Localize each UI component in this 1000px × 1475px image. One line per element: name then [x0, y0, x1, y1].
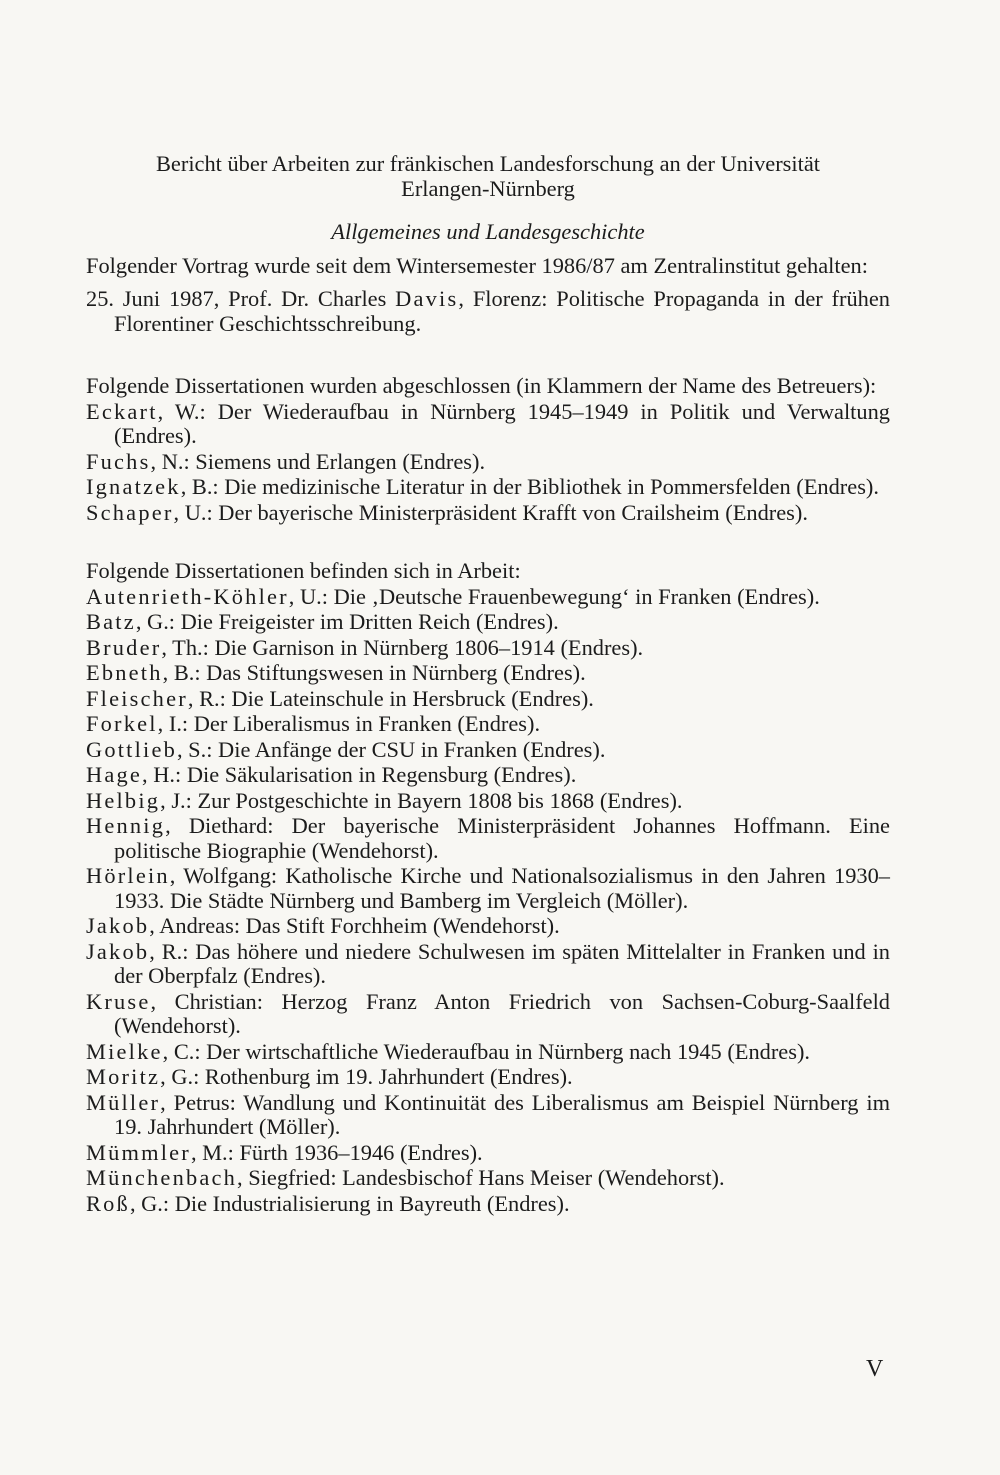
list-item [86, 738, 890, 763]
entry-text: , W.: Der Wiederaufbau in Nürnberg 1945–1949 in Politik und Verwaltung (Endres). [114, 398, 890, 448]
entry-text: , M.: Fürth 1936–1946 (Endres). [190, 1139, 483, 1165]
entry-text: , S.: Die Anfänge der CSU in Franken (Endres). [176, 736, 606, 762]
author-name: Ebneth [86, 660, 163, 685]
completed-intro: Folgende Dissertationen wurden abgeschlossen (in Klammern der Name des Betreuers): [86, 373, 877, 398]
author-name: Müller [86, 1089, 161, 1115]
list-item [86, 1141, 890, 1166]
entry-text: , Petrus: Wandlung und Kontinuität des Liberalismus am Beispiel Nürnberg im 19. Jahrhundert (Möller). [114, 1089, 890, 1139]
entry-text: , G.: Die Freigeister im Dritten Reich (Endres). [135, 609, 559, 634]
entry-text: , G.: Rothenburg im 19. Jahrhundert (Endres). [160, 1064, 573, 1089]
author-name: Hennig [86, 813, 166, 838]
list-item [86, 763, 890, 788]
list-item [86, 990, 890, 1039]
list-item [86, 475, 890, 500]
list-item [86, 712, 890, 737]
report-title-line-1: Bericht über Arbeiten zur fränkischen Landesforschung an der Universität [155, 151, 820, 176]
author-name: Hörlein [86, 863, 170, 888]
list-item [86, 1091, 890, 1140]
entry-text: , Th.: Die Garnison in Nürnberg 1806–1914 (Endres). [161, 634, 644, 660]
author-name: Fuchs [86, 448, 151, 474]
list-item [86, 864, 890, 913]
list-item [86, 1065, 890, 1090]
author-name: Jakob [86, 913, 150, 938]
author-name: Batz [86, 609, 136, 634]
list-item [86, 610, 890, 635]
author-name: Fleischer [86, 685, 188, 711]
page-number: V [866, 1356, 884, 1382]
author-name: Roß [86, 1190, 130, 1216]
lecture-entry [86, 287, 890, 336]
author-name: Moritz [86, 1064, 161, 1089]
author-name: Ignatzek [86, 474, 181, 499]
author-name: Münchenbach [86, 1165, 238, 1190]
in-progress-list [86, 585, 890, 1217]
author-name: Forkel [86, 711, 158, 736]
entry-text: , R.: Das höhere und niedere Schulwesen im späten Mittelalter in Franken und in der Oberpfalz (Endres). [114, 938, 890, 988]
author-name: Gottlieb [86, 736, 177, 762]
completed-list [86, 400, 890, 526]
list-item [86, 501, 890, 526]
entry-text: , U.: Die ‚Deutsche Frauenbewegung‘ in Franken (Endres). [288, 583, 820, 609]
list-item [86, 814, 890, 863]
entry-text: , N.: Siemens und Erlangen (Endres). [150, 448, 486, 474]
entry-text: , B.: Das Stiftungswesen in Nürnberg (Endres). [162, 660, 586, 685]
entry-text: , Christian: Herzog Franz Anton Friedrich von Sachsen-Coburg-Saalfeld (Wendehorst). [114, 988, 890, 1038]
in-progress-intro: Folgende Dissertationen befinden sich in Arbeit: [86, 558, 521, 583]
author-name: Bruder [86, 634, 162, 660]
entry-text: , B.: Die medizinische Literatur in der Bibliothek in Pommersfelden (Endres). [180, 474, 879, 499]
list-item [86, 450, 890, 475]
entry-text: , Siegfried: Landesbischof Hans Meiser (Wendehorst). [237, 1165, 725, 1190]
author-name: Schaper [86, 499, 174, 525]
entry-text: , Wolfgang: Katholische Kirche und Nationalsozialismus in den Jahren 1930–1933. Die Städte Nürnberg und Bamberg im Vergleich (Möller). [114, 863, 890, 913]
page-body [86, 152, 890, 1216]
list-item [86, 636, 890, 661]
list-item [86, 789, 890, 814]
list-item [86, 400, 890, 449]
lectures-intro: Folgender Vortrag wurde seit dem Wintersemester 1986/87 am Zentralinstitut gehalten: [86, 252, 868, 278]
entry-text: , Diethard: Der bayerische Ministerpräsident Johannes Hoffmann. Eine politische Biographie (Wendehorst). [114, 813, 890, 863]
author-name: Hage [86, 762, 143, 787]
lecture-entry-text: , Florenz: Politische Propaganda in der frühen Florentiner Geschichtsschreibung. [114, 286, 890, 336]
author-name: Mielke [86, 1038, 163, 1064]
lecture-entry-prefix: 25. Juni 1987, Prof. Dr. Charles [86, 286, 396, 311]
section-heading: Allgemeines und Landesgeschichte [331, 219, 645, 244]
list-item [86, 940, 890, 989]
entry-text: , J.: Zur Postgeschichte in Bayern 1808 bis 1868 (Endres). [160, 787, 683, 813]
lecture-speaker-name: Davis [395, 286, 459, 311]
author-name: Eckart [86, 398, 158, 424]
entry-text: , Andreas: Das Stift Forchheim (Wendehorst). [149, 913, 560, 938]
list-item [86, 1192, 890, 1217]
list-item [86, 914, 890, 939]
list-item [86, 585, 890, 610]
report-title-line-2: Erlangen-Nürnberg [401, 175, 575, 201]
author-name: Jakob [86, 938, 150, 964]
entry-text: , R.: Die Lateinschule in Hersbruck (Endres). [187, 685, 594, 711]
entry-text: , H.: Die Säkularisation in Regensburg (Endres). [142, 762, 577, 787]
list-item [86, 1166, 890, 1191]
entry-text: , C.: Der wirtschaftliche Wiederaufbau in Nürnberg nach 1945 (Endres). [162, 1038, 811, 1064]
report-title [86, 152, 890, 201]
list-item [86, 687, 890, 712]
author-name: Helbig [86, 787, 161, 813]
list-item [86, 661, 890, 686]
entry-text: , I.: Der Liberalismus in Franken (Endres). [157, 711, 541, 736]
list-item [86, 1040, 890, 1065]
entry-text: , U.: Der bayerische Ministerpräsident Krafft von Crailsheim (Endres). [173, 499, 808, 525]
author-name: Kruse [86, 988, 151, 1014]
author-name: Mümmler [86, 1139, 191, 1165]
author-name: Autenrieth-Köhler [86, 583, 289, 609]
entry-text: , G.: Die Industrialisierung in Bayreuth (Endres). [129, 1190, 570, 1216]
